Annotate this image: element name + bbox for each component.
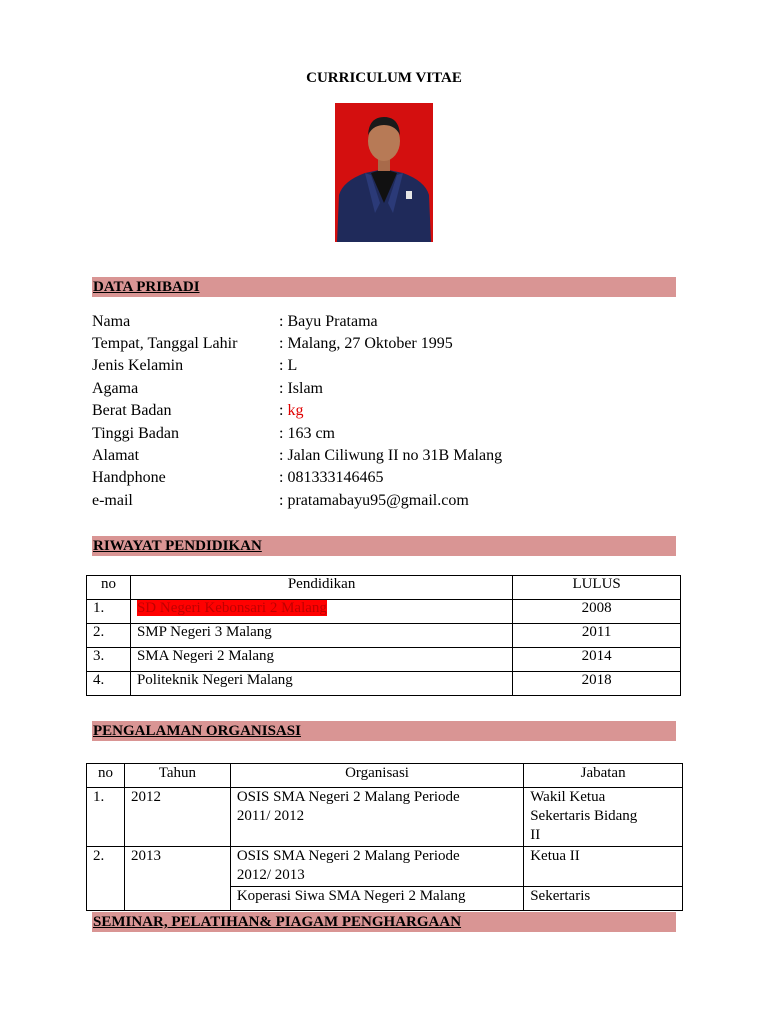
header-cell: Pendidikan <box>130 576 512 600</box>
personal-row-weight <box>92 400 303 422</box>
org-line: OSIS SMA Negeri 2 Malang Periode <box>236 848 460 864</box>
field-label: Berat Badan <box>92 402 172 419</box>
cell-position <box>524 788 683 847</box>
cell-year: 2011 <box>513 624 681 648</box>
header-cell: Tahun <box>124 764 230 788</box>
field-label: Handphone <box>92 469 166 486</box>
personal-row-name <box>92 311 378 333</box>
field-value-red: kg <box>287 402 304 419</box>
table-row <box>87 600 681 624</box>
field-value: : <box>279 402 288 419</box>
section-title: PENGALAMAN ORGANISASI <box>93 723 301 739</box>
cell-year: 2008 <box>513 600 681 624</box>
field-value: : Islam <box>279 380 323 397</box>
cell-position: Sekertaris <box>524 887 683 911</box>
cell-no: 2. <box>87 847 125 911</box>
field-label: Tempat, Tanggal Lahir <box>92 335 238 352</box>
field-label: Agama <box>92 380 139 397</box>
field-label: Tinggi Badan <box>92 425 179 442</box>
field-value: : pratamabayu95@gmail.com <box>279 492 469 509</box>
header-cell: Jabatan <box>524 764 683 788</box>
header-cell: no <box>87 764 125 788</box>
cell-organization <box>230 847 523 887</box>
page-title: CURRICULUM VITAE <box>306 70 462 86</box>
cell-organization: Koperasi Siwa SMA Negeri 2 Malang <box>230 887 523 911</box>
cell-school: SMP Negeri 3 Malang <box>130 624 512 648</box>
cell-school <box>130 600 512 624</box>
cell-no: 1. <box>87 600 131 624</box>
field-value: : Bayu Pratama <box>279 313 378 330</box>
cell-school: Politeknik Negeri Malang <box>130 672 512 696</box>
cell-no: 3. <box>87 648 131 672</box>
personal-row-birth <box>92 333 453 355</box>
personal-row-gender <box>92 355 297 377</box>
table-row <box>87 847 683 887</box>
section-title: RIWAYAT PENDIDIKAN <box>93 538 262 554</box>
cell-no: 2. <box>87 624 131 648</box>
table-row <box>87 624 681 648</box>
header-cell: LULUS <box>513 576 681 600</box>
header-cell: Organisasi <box>230 764 523 788</box>
cell-position: Ketua II <box>524 847 683 887</box>
education-table <box>86 575 681 696</box>
field-value: : Jalan Ciliwung II no 31B Malang <box>279 447 503 464</box>
personal-row-address <box>92 445 502 467</box>
section-title: DATA PRIBADI <box>93 279 200 295</box>
position-line: Sekertaris Bidang <box>530 808 638 824</box>
table-row <box>87 648 681 672</box>
highlighted-school: SD Negeri Kebonsari 2 Malang <box>136 600 327 616</box>
field-label: Nama <box>92 313 131 330</box>
header-cell: no <box>87 576 131 600</box>
org-line: 2012/ 2013 <box>236 867 305 883</box>
table-row <box>87 788 683 847</box>
field-value: : L <box>279 357 298 374</box>
table-header-row <box>87 764 683 788</box>
section-seminar <box>92 912 676 932</box>
profile-photo <box>335 103 433 242</box>
field-label: Alamat <box>92 447 140 464</box>
cell-no: 1. <box>87 788 125 847</box>
cell-school: SMA Negeri 2 Malang <box>130 648 512 672</box>
cell-year: 2013 <box>124 847 230 911</box>
personal-row-phone <box>92 467 383 489</box>
section-title: SEMINAR, PELATIHAN& PIAGAM PENGHARGAAN <box>93 914 462 930</box>
position-line: II <box>530 827 541 843</box>
personal-row-height <box>92 423 335 445</box>
field-value: : Malang, 27 Oktober 1995 <box>279 335 453 352</box>
personal-row-religion <box>92 378 323 400</box>
cell-year: 2014 <box>513 648 681 672</box>
section-riwayat-pendidikan <box>92 536 676 556</box>
section-pengalaman-organisasi <box>92 721 676 741</box>
org-line: OSIS SMA Negeri 2 Malang Periode <box>236 789 460 805</box>
cell-year: 2012 <box>124 788 230 847</box>
cell-year: 2018 <box>513 672 681 696</box>
cell-organization <box>230 788 523 847</box>
personal-row-email <box>92 490 469 512</box>
section-data-pribadi <box>92 277 676 297</box>
field-label: Jenis Kelamin <box>92 357 184 374</box>
org-line: 2011/ 2012 <box>236 808 305 824</box>
field-value: : 081333146465 <box>279 469 384 486</box>
field-value: : 163 cm <box>279 425 335 442</box>
organization-table <box>86 763 683 911</box>
table-header-row <box>87 576 681 600</box>
position-line: Wakil Ketua <box>530 789 606 805</box>
table-row <box>87 672 681 696</box>
cell-no: 4. <box>87 672 131 696</box>
field-label: e-mail <box>92 492 133 509</box>
